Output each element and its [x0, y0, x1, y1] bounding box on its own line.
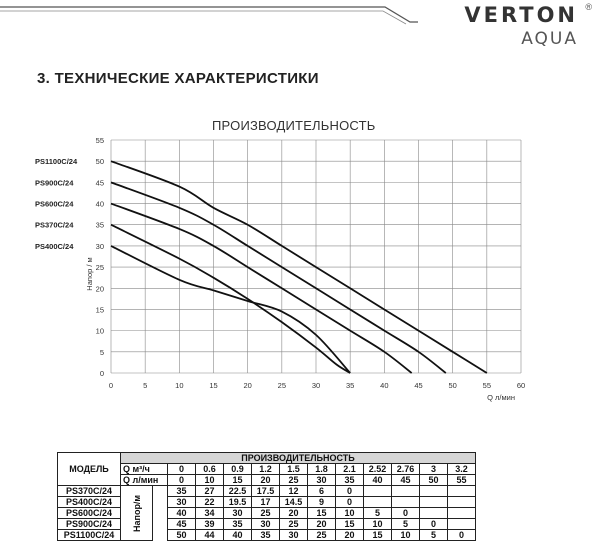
head-value: 17.5	[252, 486, 280, 497]
head-value	[364, 497, 392, 508]
y-tick-label: 55	[95, 136, 104, 145]
head-value: 35	[224, 519, 252, 530]
model-name: PS600C/24	[58, 508, 121, 519]
chart-title: ПРОИЗВОДИТЕЛЬНОСТЬ	[212, 118, 376, 133]
series-line	[111, 182, 446, 373]
head-value: 22.5	[224, 486, 252, 497]
series-line	[111, 225, 350, 373]
x-tick-label: 55	[482, 381, 492, 390]
x-tick-label: 15	[209, 381, 218, 390]
q-lmin-label: Q л/мин	[121, 475, 168, 486]
head-value: 20	[336, 530, 364, 541]
head-value: 15	[364, 530, 392, 541]
head-value: 15	[308, 508, 336, 519]
head-value: 0	[392, 508, 420, 519]
q-lmin-value: 55	[448, 475, 476, 486]
table-row	[58, 486, 476, 497]
head-value: 22	[196, 497, 224, 508]
head-value	[448, 497, 476, 508]
q-lmin-value: 15	[224, 475, 252, 486]
series-label: PS1100C/24	[35, 157, 78, 167]
head-value: 12	[280, 486, 308, 497]
x-axis-label: Q л/мин	[487, 393, 515, 402]
q-m3-value: 1.2	[252, 464, 280, 475]
head-value: 50	[168, 530, 196, 541]
x-tick-label: 5	[143, 381, 148, 390]
x-tick-label: 10	[175, 381, 184, 390]
head-value: 35	[168, 486, 196, 497]
head-value: 5	[420, 530, 448, 541]
head-value	[420, 508, 448, 519]
head-value	[448, 519, 476, 530]
head-value: 35	[252, 530, 280, 541]
model-header: МОДЕЛЬ	[58, 453, 121, 486]
q-m3-value: 0.6	[196, 464, 224, 475]
head-value: 15	[336, 519, 364, 530]
y-tick-label: 15	[95, 305, 104, 315]
head-value: 0	[336, 497, 364, 508]
brand-name: VERTON	[464, 3, 578, 27]
y-tick-label: 25	[95, 263, 104, 273]
q-lmin-value: 35	[336, 475, 364, 486]
head-value: 10	[364, 519, 392, 530]
x-tick-label: 45	[414, 381, 423, 390]
head-value	[448, 486, 476, 497]
q-lmin-value: 10	[196, 475, 224, 486]
y-tick-label: 0	[99, 369, 104, 378]
head-value: 20	[308, 519, 336, 530]
q-m3-value: 2.52	[364, 464, 392, 475]
y-tick-label: 35	[95, 220, 104, 230]
q-m3-value: 0	[168, 464, 196, 475]
q-lmin-value: 50	[420, 475, 448, 486]
head-value: 9	[308, 497, 336, 508]
x-tick-label: 60	[516, 381, 526, 390]
x-tick-label: 35	[345, 381, 355, 390]
q-m3-value: 2.1	[336, 464, 364, 475]
table-title: ПРОИЗВОДИТЕЛЬНОСТЬ	[121, 453, 476, 464]
head-value: 30	[280, 530, 308, 541]
x-tick-label: 30	[311, 381, 321, 390]
q-m3-value: 0.9	[224, 464, 252, 475]
x-tick-label: 20	[243, 381, 252, 390]
head-value: 20	[280, 508, 308, 519]
q-lmin-value: 20	[252, 475, 280, 486]
head-value	[364, 486, 392, 497]
head-value	[420, 497, 448, 508]
head-value: 34	[196, 508, 224, 519]
head-value: 30	[224, 508, 252, 519]
head-value: 5	[392, 519, 420, 530]
q-lmin-value: 40	[364, 475, 392, 486]
head-value	[420, 486, 448, 497]
y-axis-label: Напор / м	[85, 257, 94, 291]
head-value: 25	[252, 508, 280, 519]
q-lmin-value: 25	[280, 475, 308, 486]
q-lmin-value: 45	[392, 475, 420, 486]
head-value: 30	[168, 497, 196, 508]
y-tick-label: 5	[99, 347, 104, 357]
head-value: 40	[224, 530, 252, 541]
head-value: 45	[168, 519, 196, 530]
head-value: 5	[364, 508, 392, 519]
q-m3-value: 1.8	[308, 464, 336, 475]
model-name: PS900C/24	[58, 519, 121, 530]
section-title: 3. ТЕХНИЧЕСКИЕ ХАРАКТЕРИСТИКИ	[37, 70, 319, 87]
head-value: 14.5	[280, 497, 308, 508]
y-tick-label: 10	[95, 326, 104, 336]
series-label: PS900C/24	[35, 178, 74, 188]
head-value: 17	[252, 497, 280, 508]
head-value: 30	[252, 519, 280, 530]
series-label: PS370C/24	[35, 220, 74, 230]
q-lmin-value: 30	[308, 475, 336, 486]
q-m3-value: 1.5	[280, 464, 308, 475]
head-value: 44	[196, 530, 224, 541]
q-lmin-row	[58, 475, 476, 486]
series-label: PS400C/24	[35, 241, 74, 251]
model-name: PS400C/24	[58, 497, 121, 508]
q-m3-value: 3	[420, 464, 448, 475]
q-m3-row	[58, 464, 476, 475]
x-tick-label: 0	[108, 381, 114, 390]
head-value: 10	[336, 508, 364, 519]
head-value: 10	[392, 530, 420, 541]
spacer-cell	[152, 486, 167, 541]
head-value: 6	[308, 486, 336, 497]
model-name: PS1100C/24	[58, 530, 121, 541]
head-value: 25	[308, 530, 336, 541]
model-name: PS370C/24	[58, 486, 121, 497]
head-value: 0	[420, 519, 448, 530]
brand-sub: AQUA	[521, 29, 578, 49]
x-tick-label: 25	[277, 381, 287, 390]
y-tick-label: 20	[95, 284, 104, 294]
y-tick-label: 30	[95, 241, 104, 251]
y-tick-label: 50	[95, 157, 104, 167]
head-value	[392, 497, 420, 508]
q-m3-value: 2.76	[392, 464, 420, 475]
head-value	[392, 486, 420, 497]
head-row-label: Напор/м	[121, 486, 153, 541]
x-tick-label: 50	[448, 381, 457, 390]
series-label: PS600C/24	[35, 199, 74, 209]
head-value: 0	[336, 486, 364, 497]
y-tick-label: 45	[95, 178, 104, 188]
head-value	[448, 508, 476, 519]
head-value: 40	[168, 508, 196, 519]
spec-table	[57, 452, 476, 541]
head-value: 27	[196, 486, 224, 497]
head-value: 0	[448, 530, 476, 541]
q-lmin-value: 0	[168, 475, 196, 486]
y-tick-label: 40	[95, 199, 104, 209]
head-value: 19.5	[224, 497, 252, 508]
head-value: 25	[280, 519, 308, 530]
registered-mark: ®	[585, 2, 592, 12]
x-tick-label: 40	[380, 381, 389, 390]
q-m3-label: Q м³/ч	[121, 464, 168, 475]
q-m3-value: 3.2	[448, 464, 476, 475]
head-value: 39	[196, 519, 224, 530]
